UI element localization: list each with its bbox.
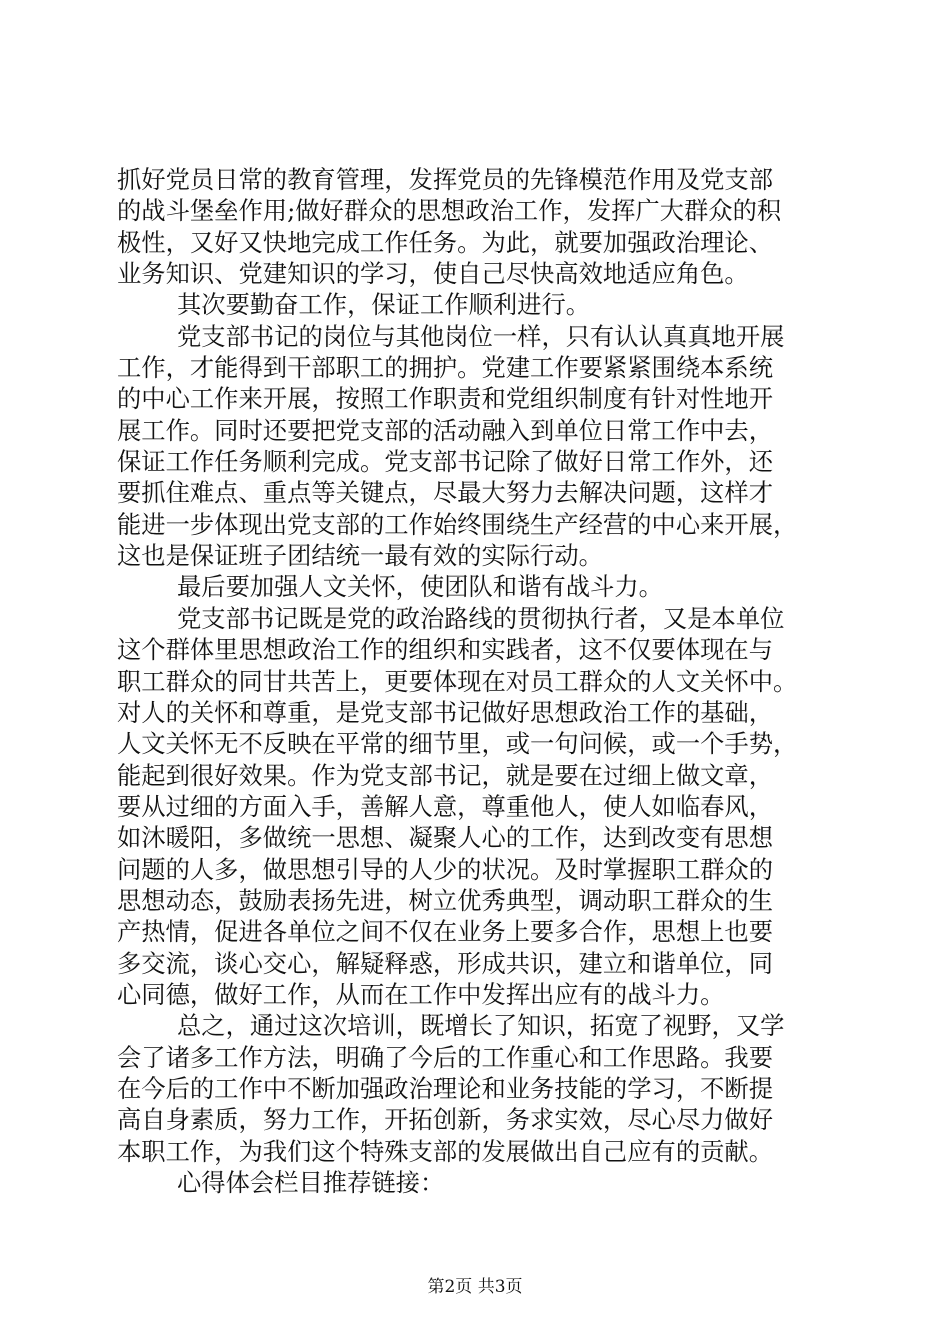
text-line: 这个群体里思想政治工作的组织和实践者，这不仅要体现在与 (117, 635, 774, 665)
text-line: 本职工作，为我们这个特殊支部的发展做出自己应有的贡献。 (117, 1136, 774, 1166)
text-line: 多交流，谈心交心，解疑释惑，形成共识，建立和谐单位，同 (117, 948, 774, 978)
text-line: 要从过细的方面入手，善解人意，尊重他人，使人如临春风， (117, 791, 774, 821)
text-line: 展工作。同时还要把党支部的活动融入到单位日常工作中去， (117, 415, 774, 445)
paragraph (117, 164, 847, 289)
text-line: 能进一步体现出党支部的工作始终围绕生产经营的中心来开展， (117, 509, 798, 539)
text-line: 的中心工作来开展，按照工作职责和党组织制度有针对性地开 (117, 384, 774, 414)
paragraph (117, 1010, 847, 1167)
text-line: 心同德，做好工作，从而在工作中发挥出应有的战斗力。 (117, 979, 725, 1009)
text-line: 心得体会栏目推荐链接： (177, 1168, 445, 1197)
text-line: 最后要加强人文关怀，使团队和谐有战斗力。 (177, 572, 663, 602)
text-line: 人文关怀无不反映在平常的细节里，或一句问候，或一个手势， (117, 729, 798, 759)
text-line: 保证工作任务顺利完成。党支部书记除了做好日常工作外，还 (117, 447, 774, 477)
text-line: 高自身素质，努力工作，开拓创新，务求实效，尽心尽力做好 (117, 1105, 774, 1135)
text-line: 思想动态，鼓励表扬先进，树立优秀典型，调动职工群众的生 (117, 885, 774, 915)
paragraph (117, 603, 847, 1010)
paragraph (117, 1167, 847, 1198)
page-footer: 第2页 共3页 (427, 1277, 523, 1297)
text-line: 业务知识、党建知识的学习，使自己尽快高效地适应角色。 (117, 259, 749, 289)
text-line: 问题的人多，做思想引导的人少的状况。及时掌握职工群众的 (117, 854, 774, 884)
text-line: 工作，才能得到干部职工的拥护。党建工作要紧紧围绕本系统 (117, 353, 774, 383)
paragraph (117, 571, 847, 602)
text-line: 职工群众的同甘共苦上，更要体现在对员工群众的人文关怀中。 (117, 666, 798, 696)
text-line: 对人的关怀和尊重，是党支部书记做好思想政治工作的基础， (117, 697, 774, 727)
text-line: 其次要勤奋工作，保证工作顺利进行。 (177, 290, 591, 320)
paragraph (117, 289, 847, 320)
text-line: 这也是保证班子团结统一最有效的实际行动。 (117, 541, 603, 571)
text-line: 要抓住难点、重点等关键点，尽最大努力去解决问题，这样才 (117, 478, 774, 508)
text-line: 总之，通过这次培训，既增长了知识，拓宽了视野，又学 (177, 1011, 785, 1041)
document-body (117, 164, 847, 1198)
text-line: 的战斗堡垒作用;做好群众的思想政治工作，发挥广大群众的积 (117, 196, 782, 226)
text-line: 能起到很好效果。作为党支部书记，就是要在过细上做文章， (117, 760, 774, 790)
text-line: 党支部书记的岗位与其他岗位一样，只有认认真真地开展 (177, 321, 785, 351)
paragraph (117, 321, 847, 572)
text-line: 产热情，促进各单位之间不仅在业务上要多合作，思想上也要 (117, 917, 774, 947)
text-line: 在今后的工作中不断加强政治理论和业务技能的学习，不断提 (117, 1073, 774, 1103)
text-line: 会了诸多工作方法，明确了今后的工作重心和工作思路。我要 (117, 1042, 774, 1072)
text-line: 党支部书记既是党的政治路线的贯彻执行者，又是本单位 (177, 603, 785, 633)
text-line: 抓好党员日常的教育管理，发挥党员的先锋模范作用及党支部 (117, 165, 774, 194)
text-line: 如沐暖阳，多做统一思想、凝聚人心的工作，达到改变有思想 (117, 823, 774, 853)
text-line: 极性，又好又快地完成工作任务。为此，就要加强政治理论、 (117, 227, 774, 257)
